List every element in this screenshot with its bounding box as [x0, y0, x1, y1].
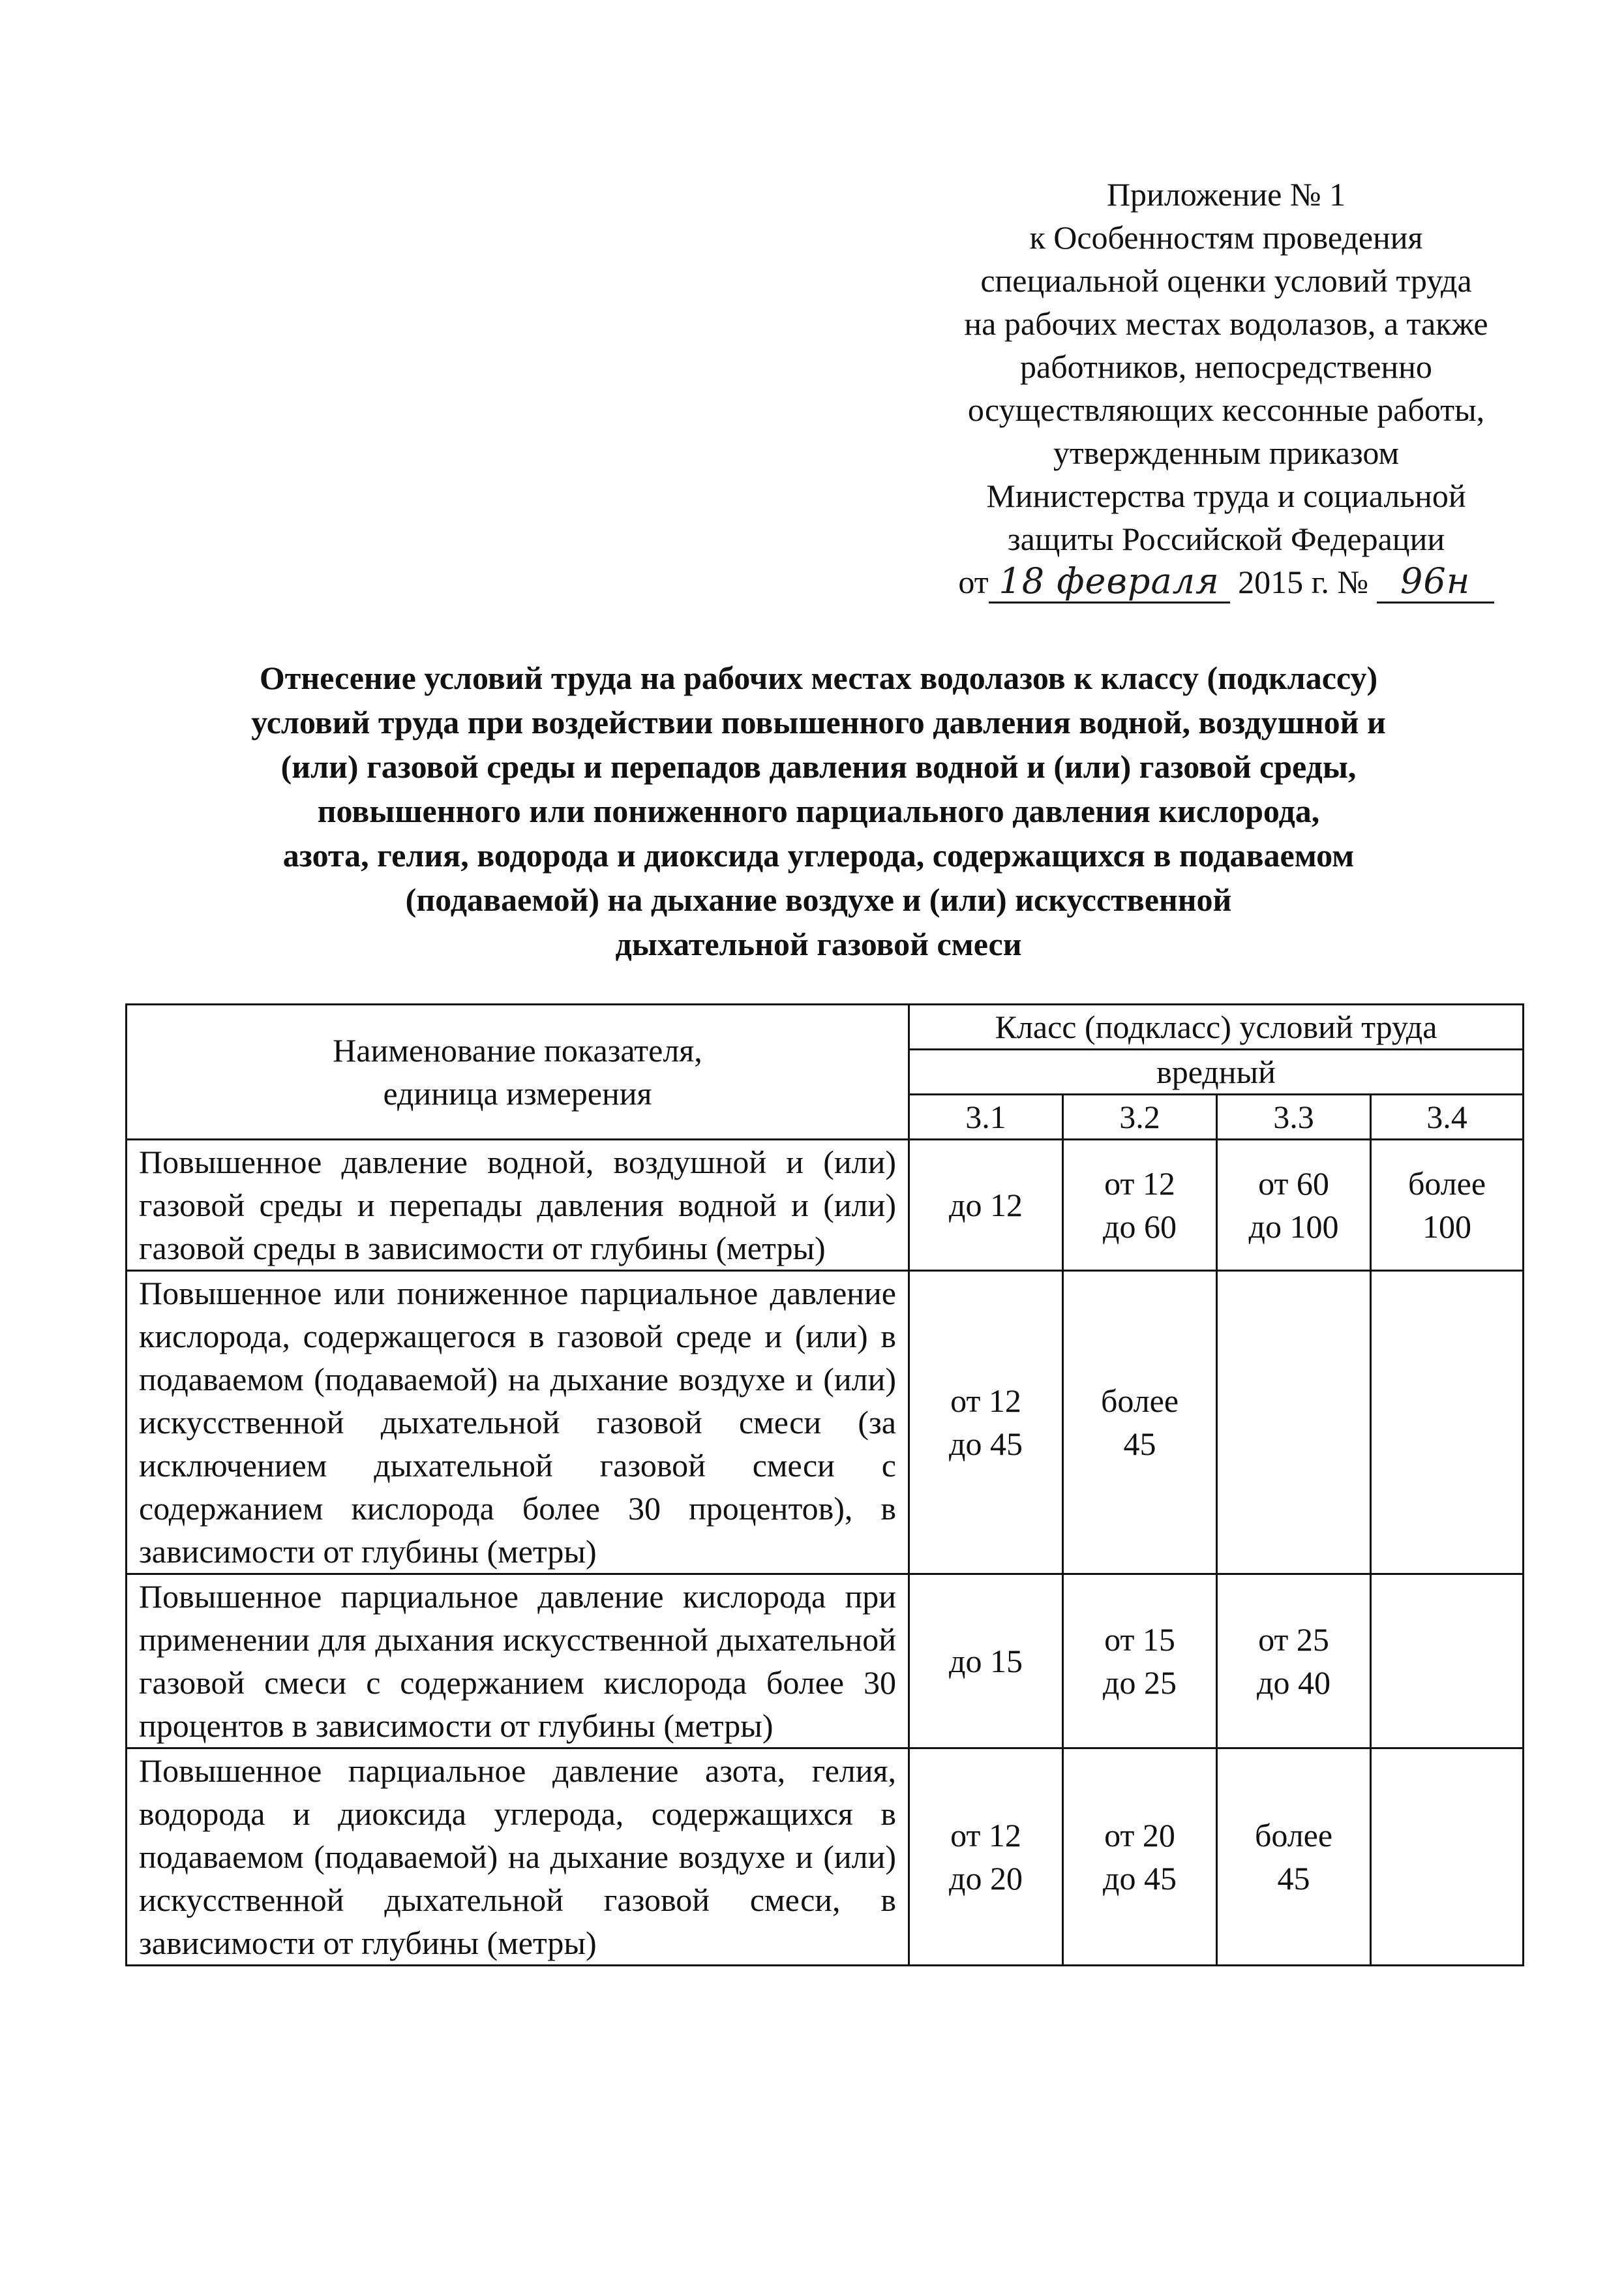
- indicator-description: Повышенное давление водной, воздушной и (или) газовой среды и перепады давления водной и (или) газовой среды в зависимости от глубины (метры): [127, 1140, 909, 1271]
- value-text: до 15: [949, 1643, 1023, 1679]
- value-cell: [1063, 1271, 1217, 1574]
- value-text: от 12: [950, 1817, 1021, 1853]
- value-text: от 20: [1104, 1817, 1175, 1853]
- value-text: более: [1100, 1382, 1179, 1419]
- value-cell-empty: [1217, 1271, 1371, 1574]
- value-text: от 25: [1258, 1621, 1329, 1658]
- table-row: [127, 1748, 1524, 1966]
- table-row: [127, 1140, 1524, 1271]
- value-text: до 40: [1257, 1664, 1331, 1701]
- appendix-line: работников, непосредственно: [1020, 348, 1432, 385]
- value-text: от 15: [1104, 1621, 1175, 1658]
- appendix-line: осуществляющих кессонные работы,: [967, 391, 1485, 428]
- class-code: 3.1: [909, 1095, 1063, 1140]
- value-text: до 20: [949, 1860, 1023, 1897]
- appendix-line: на рабочих местах водолазов, а также: [964, 305, 1488, 342]
- conditions-table: [125, 1003, 1524, 1966]
- table-row: [127, 1271, 1524, 1574]
- title-line: дыхательной газовой смеси: [615, 926, 1022, 962]
- class-code: 3.2: [1063, 1095, 1217, 1140]
- value-cell-empty: [1371, 1271, 1524, 1574]
- value-text: до 25: [1103, 1664, 1177, 1701]
- title-line: (или) газовой среды и перепадов давления водной и (или) газовой среды,: [280, 748, 1357, 785]
- appendix-line: специальной оценки условий труда: [980, 262, 1472, 299]
- value-cell: [909, 1140, 1063, 1271]
- indicator-description: Повышенное парциальное давление кислорода при применении для дыхания искусственной дыхательной газовой смеси с содержанием кислорода более 30 процентов в зависимости от глубины (метры): [127, 1574, 909, 1748]
- value-text: более: [1407, 1165, 1486, 1202]
- value-text: до 45: [949, 1426, 1023, 1462]
- title-line: повышенного или пониженного парциального давления кислорода,: [317, 793, 1320, 829]
- header-line: Наименование показателя,: [333, 1032, 702, 1069]
- value-cell-empty: [1371, 1574, 1524, 1748]
- value-cell: [1063, 1140, 1217, 1271]
- value-text: 45: [1277, 1860, 1310, 1897]
- header-line: единица измерения: [383, 1075, 652, 1112]
- value-cell: [909, 1574, 1063, 1748]
- date-field: [989, 562, 1230, 603]
- title-line: (подаваемой) на дыхание воздухе и (или) искусственной: [405, 881, 1232, 918]
- value-cell: [1063, 1748, 1217, 1966]
- indicator-description: Повышенное или пониженное парциальное давление кислорода, содержащегося в газовой среде и (или) в подаваемом (подаваемой) на дыхание воздухе и (или) искусственной дыхательной газовой смеси (за исключением дыхательной газовой смеси с содержанием кислорода более 30 процентов), в зависимости от глубины (метры): [127, 1271, 909, 1574]
- appendix-line: защиты Российской Федерации: [1007, 521, 1445, 557]
- appendix-line: утвержденным приказом: [1053, 435, 1400, 471]
- value-text: от 12: [950, 1382, 1021, 1419]
- handwritten-number: 96н: [1400, 560, 1471, 602]
- value-cell-empty: [1371, 1748, 1524, 1966]
- value-cell: [1063, 1574, 1217, 1748]
- value-text: до 12: [949, 1187, 1023, 1223]
- number-field: [1377, 562, 1494, 603]
- class-header: Класс (подкласс) условий труда: [909, 1005, 1524, 1050]
- document-title: [117, 656, 1520, 966]
- value-cell: [1217, 1140, 1371, 1271]
- year-number-label: 2015 г. №: [1238, 564, 1369, 600]
- value-text: от 12: [1104, 1165, 1175, 1202]
- handwritten-date: 18 февраля: [999, 560, 1220, 602]
- harmful-subheader: вредный: [909, 1050, 1524, 1095]
- date-prefix: от: [958, 564, 989, 600]
- appendix-header: [900, 173, 1552, 603]
- value-cell: [1217, 1748, 1371, 1966]
- value-cell: [909, 1748, 1063, 1966]
- class-code: 3.3: [1217, 1095, 1371, 1140]
- appendix-line: к Особенностям проведения: [1029, 219, 1423, 256]
- title-line: Отнесение условий труда на рабочих местах водолазов к классу (подклассу): [259, 660, 1378, 696]
- value-cell: [909, 1271, 1063, 1574]
- table-row: [127, 1574, 1524, 1748]
- value-text: от 60: [1258, 1165, 1329, 1202]
- value-text: до 60: [1103, 1208, 1177, 1245]
- title-line: условий труда при воздействии повышенного давления водной, воздушной и: [251, 704, 1386, 740]
- value-cell: [1217, 1574, 1371, 1748]
- title-line: азота, гелия, водорода и диоксида углерода, содержащихся в подаваемом: [282, 837, 1355, 874]
- value-text: 100: [1422, 1208, 1471, 1245]
- value-text: 45: [1123, 1426, 1156, 1462]
- indicator-name-header: [127, 1005, 909, 1140]
- order-date-line: [900, 560, 1552, 603]
- value-text: до 100: [1248, 1208, 1339, 1245]
- value-text: до 45: [1103, 1860, 1177, 1897]
- appendix-line: Приложение № 1: [1106, 176, 1346, 213]
- table-header-row: [127, 1005, 1524, 1050]
- appendix-line: Министерства труда и социальной: [986, 478, 1466, 514]
- value-text: более: [1254, 1817, 1333, 1853]
- value-cell: [1371, 1140, 1524, 1271]
- class-code: 3.4: [1371, 1095, 1524, 1140]
- indicator-description: Повышенное парциальное давление азота, гелия, водорода и диоксида углерода, содержащихся в подаваемом (подаваемой) на дыхание воздухе и (или) искусственной дыхательной газовой смеси, в зависимости от глубины (метры): [127, 1748, 909, 1966]
